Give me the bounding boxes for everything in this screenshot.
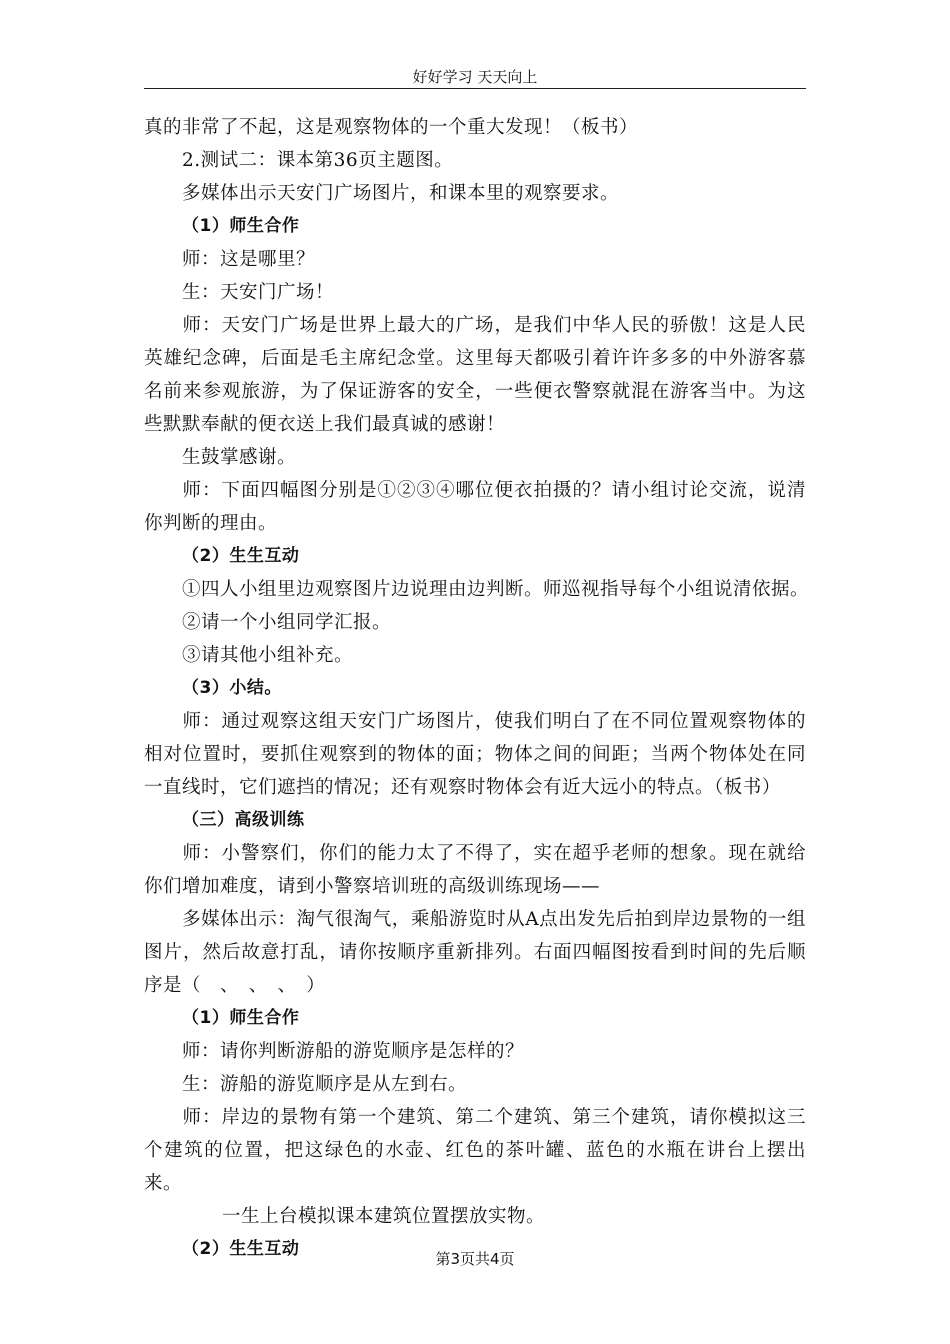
document-body xyxy=(144,111,810,1266)
paragraph: 多媒体出示：淘气很淘气，乘船游览时从A点出发先后拍到岸边景物的一组图片，然后故意打乱，请你按顺序重新排列。右面四幅图按看到时间的先后顺序是（ 、 、 、 ） xyxy=(144,909,806,996)
dialogue-paragraph: 师：通过观察这组天安门广场图片，使我们明白了在不同位置观察物体的相对位置时，要抓住观察到的物体的面；物体之间的间距；当两个物体处在同一直线时，它们遮挡的情况；还有观察时物体会有近大远小的特点。（板书） xyxy=(144,711,806,798)
page-number: 第3页共4页 xyxy=(435,1250,515,1268)
dialogue-paragraph: 师：岸边的景物有第一个建筑、第二个建筑、第三个建筑，请你模拟这三个建筑的位置，把这绿色的水壶、红色的茶叶罐、蓝色的水瓶在讲台上摆出来。 xyxy=(144,1107,806,1194)
subsection-heading: （2）生生互动 xyxy=(182,1239,300,1259)
dialogue-line: 生：天安门广场！ xyxy=(182,282,335,303)
subsection-heading: （2）生生互动 xyxy=(182,546,300,566)
subsection-heading: （1）师生合作 xyxy=(182,1008,300,1028)
dialogue-paragraph: 师：下面四幅图分别是①②③④哪位便衣拍摄的？请小组讨论交流，说清你判断的理由。 xyxy=(144,480,806,534)
list-item: ③请其他小组补充。 xyxy=(182,645,354,666)
header-divider xyxy=(144,88,806,89)
dialogue-paragraph: 师：天安门广场是世界上最大的广场，是我们中华人民的骄傲！这是人民英雄纪念碑，后面是毛主席纪念堂。这里每天都吸引着许许多多的中外游客慕名前来参观旅游，为了保证游客的安全，一些便衣警察就混在游客当中。为这些默默奉献的便衣送上我们最真诚的感谢！ xyxy=(144,315,806,435)
section-heading: 2.测试二：课本第36页主题图。 xyxy=(182,150,454,171)
list-item: ①四人小组里边观察图片边说理由边判断。师巡视指导每个小组说清依据。 xyxy=(182,579,810,600)
subsection-heading: （1）师生合作 xyxy=(182,216,300,236)
paragraph-line: 多媒体出示天安门广场图片，和课本里的观察要求。 xyxy=(182,183,620,204)
paragraph-line: 真的非常了不起，这是观察物体的一个重大发现！（板书） xyxy=(144,117,639,138)
section-heading: （三）高级训练 xyxy=(182,810,305,830)
dialogue-line: 生：游船的游览顺序是从左到右。 xyxy=(182,1074,468,1095)
subsection-heading: （3）小结。 xyxy=(182,678,282,698)
dialogue-paragraph: 师：小警察们，你们的能力太了不得了，实在超乎老师的想象。现在就给你们增加难度，请到小警察培训班的高级训练现场—— xyxy=(144,843,806,897)
dialogue-line: 师：请你判断游船的游览顺序是怎样的？ xyxy=(182,1041,525,1062)
paragraph-line: 一生上台模拟课本建筑位置摆放实物。 xyxy=(222,1206,546,1227)
dialogue-line: 师：这是哪里？ xyxy=(182,249,316,270)
paragraph-line: 生鼓掌感谢。 xyxy=(182,447,297,468)
list-item: ②请一个小组同学汇报。 xyxy=(182,612,392,633)
header-title: 好好学习 天天向上 xyxy=(412,68,538,86)
